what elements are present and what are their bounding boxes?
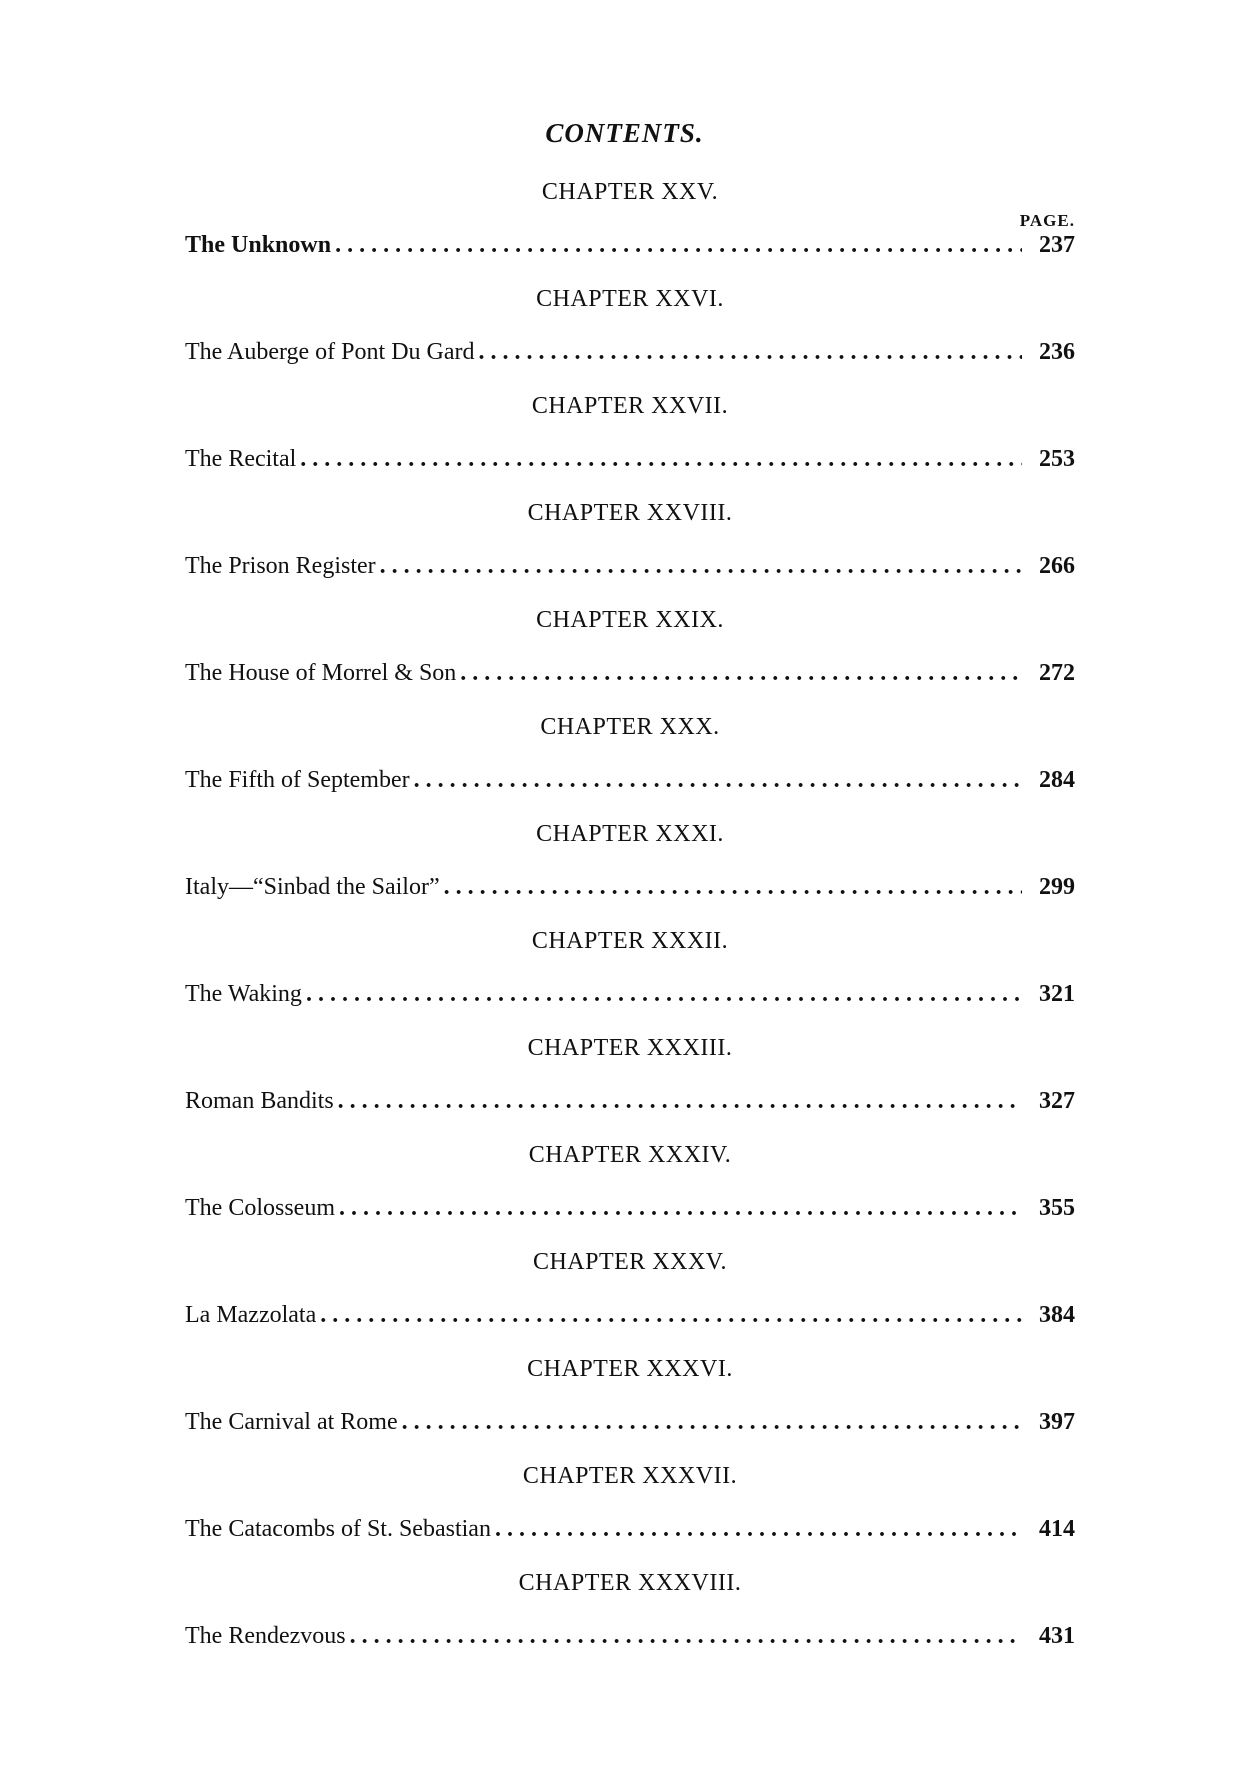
chapter-heading: CHAPTER XXXVI.	[527, 1356, 733, 1382]
toc-line[interactable]	[185, 1300, 1075, 1330]
page-number: 299	[1039, 874, 1075, 900]
chapter-title: Italy—“Sinbad the Sailor”	[185, 874, 440, 900]
page-title: CONTENTS.	[545, 118, 704, 148]
page-number: 272	[1039, 660, 1075, 686]
toc-line[interactable]	[185, 1407, 1075, 1437]
toc-line[interactable]	[185, 1086, 1075, 1116]
toc-line[interactable]	[185, 1193, 1075, 1223]
chapter-title: The House of Morrel & Son	[185, 660, 457, 686]
chapter-title: The Fifth of September	[185, 767, 410, 793]
chapter-heading: CHAPTER XXIX.	[536, 607, 724, 633]
table-of-contents	[185, 177, 1075, 1675]
page-number: 327	[1039, 1088, 1075, 1114]
chapter-title: The Carnival at Rome	[185, 1409, 398, 1435]
dot-leader	[380, 551, 1022, 581]
page-number: 266	[1039, 553, 1075, 579]
toc-line[interactable]	[185, 1514, 1075, 1544]
chapter-heading: CHAPTER XXVI.	[536, 286, 724, 312]
dot-leader	[320, 1300, 1022, 1330]
chapter-heading: CHAPTER XXVII.	[531, 393, 729, 419]
toc-line[interactable]	[185, 765, 1075, 795]
toc-entry	[185, 391, 1075, 498]
chapter-title: The Unknown	[185, 232, 332, 258]
page-number: 355	[1039, 1195, 1075, 1221]
dot-leader	[460, 658, 1022, 688]
chapter-title: Roman Bandits	[185, 1088, 334, 1114]
page-number: 284	[1039, 767, 1075, 793]
dot-leader	[338, 1086, 1022, 1116]
toc-entry	[185, 926, 1075, 1033]
chapter-title: The Rendezvous	[185, 1623, 346, 1649]
toc-entry	[185, 1033, 1075, 1140]
toc-entry	[185, 605, 1075, 712]
dot-leader	[350, 1621, 1022, 1651]
toc-line[interactable]	[185, 1621, 1075, 1651]
dot-leader	[339, 1193, 1022, 1223]
page-number: 431	[1039, 1623, 1075, 1649]
chapter-title: The Catacombs of St. Sebastian	[185, 1516, 491, 1542]
toc-line[interactable]	[185, 551, 1075, 581]
toc-entry	[185, 177, 1075, 284]
chapter-heading: CHAPTER XXVIII.	[527, 500, 733, 526]
dot-leader	[306, 979, 1022, 1009]
chapter-title: The Prison Register	[185, 553, 376, 579]
toc-entry	[185, 284, 1075, 391]
chapter-title: The Auberge of Pont Du Gard	[185, 339, 475, 365]
toc-entry	[185, 712, 1075, 819]
chapter-heading: CHAPTER XXXVII.	[522, 1463, 738, 1489]
chapter-heading: CHAPTER XXXII.	[531, 928, 729, 954]
dot-leader	[335, 230, 1022, 260]
dot-leader	[479, 337, 1023, 367]
toc-entry	[185, 1568, 1075, 1675]
page-number: 384	[1039, 1302, 1075, 1328]
toc-line[interactable]	[185, 444, 1075, 474]
page-column-header: PAGE.	[1019, 211, 1075, 230]
toc-line[interactable]	[185, 872, 1075, 902]
page-number: 397	[1039, 1409, 1075, 1435]
dot-leader	[300, 444, 1022, 474]
page-number: 414	[1039, 1516, 1075, 1542]
toc-line[interactable]	[185, 230, 1075, 260]
chapter-title: La Mazzolata	[185, 1302, 317, 1328]
toc-entry	[185, 498, 1075, 605]
chapter-heading: CHAPTER XXXV.	[532, 1249, 728, 1275]
page-number: 253	[1039, 446, 1075, 472]
dot-leader	[444, 872, 1022, 902]
page-number: 321	[1039, 981, 1075, 1007]
chapter-heading: CHAPTER XXXIII.	[527, 1035, 733, 1061]
toc-line[interactable]	[185, 979, 1075, 1009]
dot-leader	[414, 765, 1022, 795]
page-number: 237	[1039, 232, 1075, 258]
chapter-title: The Recital	[185, 446, 297, 472]
dot-leader	[495, 1514, 1022, 1544]
chapter-heading: CHAPTER XXXI.	[536, 821, 724, 847]
toc-entry	[185, 1140, 1075, 1247]
toc-line[interactable]	[185, 337, 1075, 367]
page-number: 236	[1039, 339, 1075, 365]
chapter-heading: CHAPTER XXXVIII.	[518, 1570, 742, 1596]
chapter-heading: CHAPTER XXV.	[541, 179, 719, 205]
toc-line[interactable]	[185, 658, 1075, 688]
toc-entry	[185, 1247, 1075, 1354]
toc-entry	[185, 1354, 1075, 1461]
chapter-title: The Waking	[185, 981, 302, 1007]
toc-entry	[185, 819, 1075, 926]
toc-entry	[185, 1461, 1075, 1568]
dot-leader	[402, 1407, 1022, 1437]
chapter-heading: CHAPTER XXXIV.	[528, 1142, 732, 1168]
chapter-heading: CHAPTER XXX.	[540, 714, 720, 740]
chapter-title: The Colosseum	[185, 1195, 335, 1221]
